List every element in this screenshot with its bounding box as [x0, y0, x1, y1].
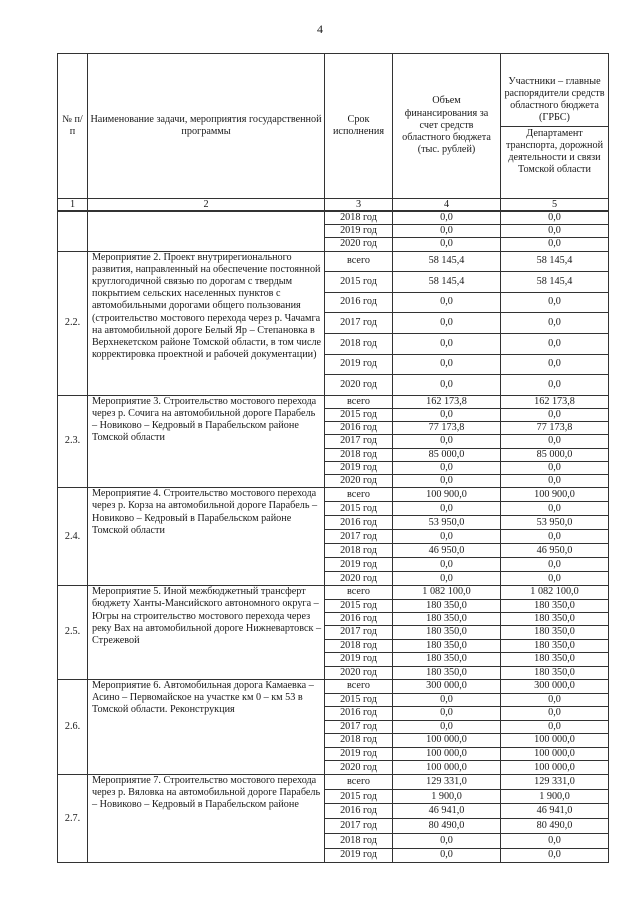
funding-amount: 0,0 [393, 707, 501, 721]
period: 2017 год [325, 435, 393, 448]
funding-amount: 0,0 [393, 313, 501, 334]
grbs-amount: 53 950,0 [501, 516, 609, 530]
grbs-amount: 300 000,0 [501, 679, 609, 693]
funding-amount: 0,0 [393, 375, 501, 396]
item-number: 2.4. [58, 488, 88, 586]
funding-amount: 180 350,0 [393, 599, 501, 612]
item-description: Мероприятие 4. Строительство мостового перехода через р. Корза на автомобильной дороге Парабель – Новиково – Кедровый в Парабельском районе Томской области [88, 488, 325, 586]
grbs-amount: 0,0 [501, 693, 609, 707]
period: 2016 год [325, 612, 393, 625]
grbs-amount: 129 331,0 [501, 775, 609, 790]
item-number: 2.7. [58, 775, 88, 863]
period: 2017 год [325, 819, 393, 834]
item-description: Мероприятие 3. Строительство мостового перехода через р. Сочига на автомобильной дороге Парабель – Новиково – Кедровый в Парабельском районе Томской области [88, 395, 325, 487]
period: всего [325, 679, 393, 693]
period: 2020 год [325, 572, 393, 586]
table-row [58, 211, 609, 225]
grbs-amount: 0,0 [501, 461, 609, 474]
period: 2019 год [325, 225, 393, 238]
funding-amount: 0,0 [393, 435, 501, 448]
period: 2019 год [325, 747, 393, 761]
grbs-amount: 180 350,0 [501, 599, 609, 612]
grbs-amount: 0,0 [501, 474, 609, 487]
period: 2019 год [325, 653, 393, 666]
grbs-amount: 80 490,0 [501, 819, 609, 834]
funding-amount: 0,0 [393, 292, 501, 313]
funding-amount: 0,0 [393, 238, 501, 251]
grbs-amount: 85 000,0 [501, 448, 609, 461]
funding-amount: 0,0 [393, 354, 501, 375]
grbs-amount: 100 000,0 [501, 761, 609, 775]
funding-amount: 0,0 [393, 530, 501, 544]
item-description: Мероприятие 2. Проект внутрирегионального развития, направленный на обеспечение постоянной круглогодичной связью по дорогам с твердым покрытием сельских населенных пунктов с автомобильными дорогами общего пользования (строительство мостового перехода через р. Чачамга на автомобильной дороге Белый Яр – Степановка в Верхнекетском районе Томской области, в том числе корректировка проектной и рабочей документации) [88, 251, 325, 395]
period: 2016 год [325, 292, 393, 313]
item-description: Мероприятие 5. Иной межбюджетный трансферт бюджету Ханты-Мансийского автономного округа – Югры на строительство мостового перехода через реку Вах на автомобильной дороге Нижневартовск – Стрежевой [88, 586, 325, 680]
item-description: Мероприятие 7. Строительство мостового перехода через р. Вяловка на автомобильной дороге Парабель – Новиково – Кедровый в Парабельском районе [88, 775, 325, 863]
table-row [58, 775, 609, 790]
index-4: 4 [393, 199, 501, 212]
grbs-amount: 46 950,0 [501, 544, 609, 558]
grbs-amount: 180 350,0 [501, 666, 609, 679]
period: 2018 год [325, 333, 393, 354]
grbs-amount: 0,0 [501, 354, 609, 375]
page-number: 4 [317, 22, 323, 36]
index-1: 1 [58, 199, 88, 212]
grbs-amount: 0,0 [501, 833, 609, 848]
funding-amount: 46 950,0 [393, 544, 501, 558]
period: 2016 год [325, 422, 393, 435]
header-grbs: Участники – главные распорядители средств областного бюджета (ГРБС) [504, 75, 605, 124]
grbs-amount: 0,0 [501, 313, 609, 334]
period: 2016 год [325, 804, 393, 819]
funding-amount: 100 000,0 [393, 747, 501, 761]
period: 2018 год [325, 833, 393, 848]
grbs-amount: 1 082 100,0 [501, 586, 609, 599]
period: 2018 год [325, 544, 393, 558]
index-2: 2 [88, 199, 325, 212]
grbs-amount: 0,0 [501, 502, 609, 516]
grbs-amount: 180 350,0 [501, 612, 609, 625]
funding-amount: 100 900,0 [393, 488, 501, 502]
period: всего [325, 251, 393, 272]
period: 2020 год [325, 666, 393, 679]
item-number: 2.2. [58, 251, 88, 395]
grbs-amount: 0,0 [501, 238, 609, 251]
funding-amount: 0,0 [393, 211, 501, 225]
period: 2020 год [325, 238, 393, 251]
grbs-amount: 46 941,0 [501, 804, 609, 819]
period: 2015 год [325, 693, 393, 707]
period: 2015 год [325, 789, 393, 804]
funding-amount: 0,0 [393, 848, 501, 863]
grbs-amount: 180 350,0 [501, 653, 609, 666]
period: 2018 год [325, 211, 393, 225]
item-description: Мероприятие 6. Автомобильная дорога Камаевка – Асино – Первомайское на участке км 0 – км 53 в Томской области. Реконструкция [88, 679, 325, 774]
funding-amount: 58 145,4 [393, 251, 501, 272]
index-5: 5 [501, 199, 609, 212]
grbs-amount: 162 173,8 [501, 395, 609, 408]
grbs-amount: 100 900,0 [501, 488, 609, 502]
grbs-amount: 77 173,8 [501, 422, 609, 435]
index-3: 3 [325, 199, 393, 212]
period: всего [325, 395, 393, 408]
grbs-amount: 180 350,0 [501, 639, 609, 652]
item-number [58, 211, 88, 251]
period: всего [325, 586, 393, 599]
period: всего [325, 775, 393, 790]
grbs-amount: 0,0 [501, 530, 609, 544]
funding-amount: 1 900,0 [393, 789, 501, 804]
grbs-amount: 0,0 [501, 225, 609, 238]
funding-amount: 77 173,8 [393, 422, 501, 435]
period: 2017 год [325, 720, 393, 734]
period: 2017 год [325, 530, 393, 544]
grbs-amount: 0,0 [501, 558, 609, 572]
funding-amount: 0,0 [393, 225, 501, 238]
period: 2018 год [325, 448, 393, 461]
period: 2019 год [325, 461, 393, 474]
period: 2017 год [325, 313, 393, 334]
funding-amount: 53 950,0 [393, 516, 501, 530]
program-table [57, 53, 609, 863]
funding-amount: 58 145,4 [393, 272, 501, 293]
period: 2018 год [325, 639, 393, 652]
table-row [58, 395, 609, 408]
funding-amount: 100 000,0 [393, 734, 501, 748]
period: 2019 год [325, 354, 393, 375]
funding-amount: 100 000,0 [393, 761, 501, 775]
index-row [58, 199, 609, 212]
grbs-amount: 100 000,0 [501, 747, 609, 761]
funding-amount: 46 941,0 [393, 804, 501, 819]
grbs-amount: 58 145,4 [501, 272, 609, 293]
period: 2020 год [325, 375, 393, 396]
funding-amount: 0,0 [393, 720, 501, 734]
header-number: № п/п [58, 54, 88, 199]
funding-amount: 80 490,0 [393, 819, 501, 834]
item-number: 2.3. [58, 395, 88, 487]
period: 2018 год [325, 734, 393, 748]
table-row [58, 251, 609, 272]
funding-amount: 180 350,0 [393, 639, 501, 652]
period: 2015 год [325, 272, 393, 293]
funding-amount: 1 082 100,0 [393, 586, 501, 599]
period: 2015 год [325, 408, 393, 421]
item-number: 2.6. [58, 679, 88, 774]
grbs-amount: 0,0 [501, 375, 609, 396]
funding-amount: 180 350,0 [393, 653, 501, 666]
grbs-amount: 0,0 [501, 720, 609, 734]
funding-amount: 0,0 [393, 572, 501, 586]
funding-amount: 0,0 [393, 833, 501, 848]
header-department: Департамент транспорта, дорожной деятельности и связи Томской области [501, 126, 608, 177]
period: 2020 год [325, 474, 393, 487]
period: 2019 год [325, 848, 393, 863]
period: 2015 год [325, 502, 393, 516]
period: всего [325, 488, 393, 502]
item-description [88, 211, 325, 251]
grbs-amount: 0,0 [501, 572, 609, 586]
header-term: Срок исполнения [325, 54, 393, 199]
funding-amount: 180 350,0 [393, 612, 501, 625]
funding-amount: 129 331,0 [393, 775, 501, 790]
period: 2016 год [325, 707, 393, 721]
table-row [58, 488, 609, 502]
period: 2020 год [325, 761, 393, 775]
grbs-amount: 100 000,0 [501, 734, 609, 748]
funding-amount: 162 173,8 [393, 395, 501, 408]
funding-amount: 300 000,0 [393, 679, 501, 693]
grbs-amount: 1 900,0 [501, 789, 609, 804]
table-row [58, 679, 609, 693]
funding-amount: 0,0 [393, 502, 501, 516]
period: 2017 год [325, 626, 393, 639]
grbs-amount: 0,0 [501, 408, 609, 421]
grbs-amount: 0,0 [501, 292, 609, 313]
funding-amount: 85 000,0 [393, 448, 501, 461]
grbs-amount: 0,0 [501, 211, 609, 225]
funding-amount: 180 350,0 [393, 666, 501, 679]
header-participants [501, 54, 609, 199]
funding-amount: 0,0 [393, 474, 501, 487]
funding-amount: 0,0 [393, 558, 501, 572]
header-name: Наименование задачи, мероприятия государственной программы [88, 54, 325, 199]
period: 2015 год [325, 599, 393, 612]
funding-amount: 0,0 [393, 461, 501, 474]
table-row [58, 586, 609, 599]
period: 2016 год [325, 516, 393, 530]
grbs-amount: 0,0 [501, 848, 609, 863]
grbs-amount: 0,0 [501, 707, 609, 721]
header-funding: Объем финансирования за счет средств областного бюджета (тыс. рублей) [393, 54, 501, 199]
funding-amount: 0,0 [393, 408, 501, 421]
header-row [58, 54, 609, 199]
grbs-amount: 180 350,0 [501, 626, 609, 639]
grbs-amount: 0,0 [501, 333, 609, 354]
funding-amount: 180 350,0 [393, 626, 501, 639]
funding-amount: 0,0 [393, 693, 501, 707]
funding-amount: 0,0 [393, 333, 501, 354]
grbs-amount: 0,0 [501, 435, 609, 448]
period: 2019 год [325, 558, 393, 572]
item-number: 2.5. [58, 586, 88, 680]
grbs-amount: 58 145,4 [501, 251, 609, 272]
